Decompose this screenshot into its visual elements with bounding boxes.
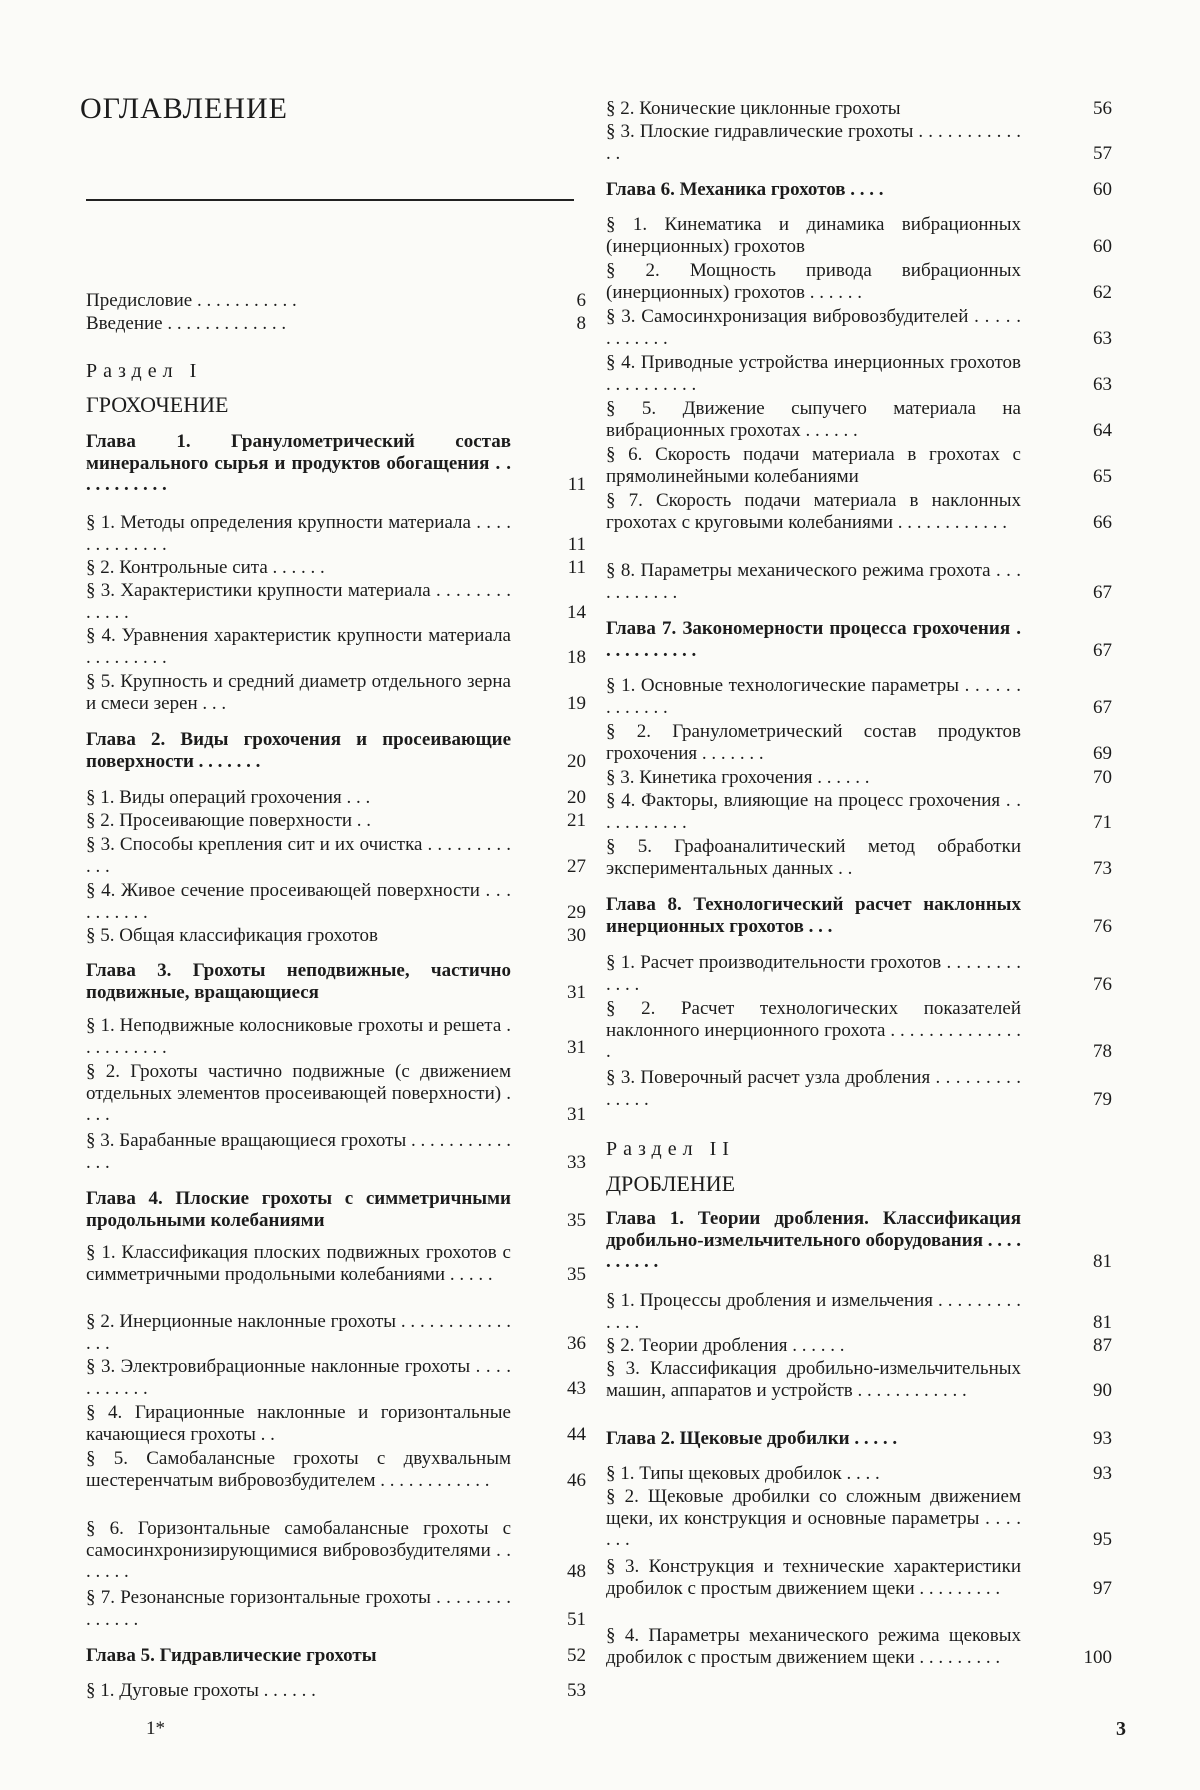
part-title: ГРОХОЧЕНИЕ: [86, 392, 229, 417]
toc-entry-text: § 3. Плоские гидравлические грохоты . . . . . . . . . . . . .: [606, 121, 1021, 164]
toc-page-number: 69: [1093, 742, 1112, 764]
toc-entry-text: § 2. Гранулометрический состав продуктов грохочения . . . . . . .: [606, 721, 1021, 764]
toc-page-number: 93: [1093, 1428, 1112, 1449]
toc-page-number: 67: [1093, 696, 1112, 718]
toc-entry: [86, 512, 586, 555]
toc-page-number: 62: [1093, 281, 1112, 303]
toc-page-number: 52: [567, 1645, 586, 1666]
toc-entry: [86, 787, 586, 809]
toc-page-number: 20: [567, 750, 586, 772]
title-rule: [86, 199, 574, 201]
toc-page-number: 97: [1093, 1577, 1112, 1599]
toc-entry-text: § 4. Приводные устройства инерционных грохотов . . . . . . . . . .: [606, 352, 1021, 395]
toc-page-number: 8: [576, 313, 586, 334]
toc-entry-text: § 3. Поверочный расчет узла дробления . . . . . . . . . . . . . .: [606, 1067, 1021, 1110]
toc-entry-text: § 2. Мощность привода вибрационных (инерционных) грохотов . . . . . .: [606, 260, 1021, 303]
toc-page-number: 56: [1093, 98, 1112, 119]
toc-entry: [606, 121, 1112, 164]
toc-entry-text: § 3. Способы крепления сит и их очистка . . . . . . . . . . . .: [86, 834, 511, 877]
toc-entry-text: Глава 1. Гранулометрический состав минерального сырья и продуктов обогащения . . . . . . . . . . .: [86, 431, 511, 495]
toc-entry: [86, 580, 586, 623]
toc-entry-text: § 4. Параметры механического режима щековых дробилок с простым движением щеки . . . . . . . . .: [606, 1625, 1021, 1668]
toc-entry-text: § 7. Скорость подачи материала в наклонных грохотах с круговыми колебаниями . . . . . . . . . . . .: [606, 490, 1021, 533]
toc-entry-text: § 1. Типы щековых дробилок . . . .: [606, 1463, 880, 1484]
toc-entry-text: § 3. Конструкция и технические характеристики дробилок с простым движением щеки . . . . . . . . .: [606, 1556, 1021, 1599]
toc-page-number: 53: [567, 1680, 586, 1701]
toc-chapter-entry: [606, 179, 1112, 201]
toc-page-number: 71: [1093, 811, 1112, 833]
toc-page-number: 51: [567, 1608, 586, 1630]
toc-page-number: 20: [567, 787, 586, 808]
toc-entry-text: § 1. Неподвижные колосниковые грохоты и решета . . . . . . . . . .: [86, 1015, 511, 1058]
toc-entry: [606, 1625, 1112, 1668]
toc-page-number: 14: [567, 601, 586, 623]
toc-page-number: 30: [567, 925, 586, 946]
toc-entry-text: § 1. Расчет производительности грохотов . . . . . . . . . . . .: [606, 952, 1021, 995]
part-title: ДРОБЛЕНИЕ: [606, 1171, 736, 1196]
toc-page-number: 81: [1093, 1251, 1112, 1272]
toc-page-number: 60: [1093, 235, 1112, 257]
toc-entry: [606, 1556, 1112, 1599]
toc-entry-text: § 4. Уравнения характеристик крупности материала . . . . . . . . .: [86, 625, 511, 668]
toc-page-number: 31: [567, 1036, 586, 1058]
toc-entry: [86, 1130, 586, 1173]
toc-entry-text: § 2. Просеивающие поверхности . .: [86, 810, 372, 831]
toc-entry: [86, 625, 586, 668]
toc-page-number: 67: [1093, 639, 1112, 661]
toc-entry-text: § 2. Конические циклонные грохоты: [606, 98, 901, 119]
toc-entry-text: § 1. Методы определения крупности материала . . . . . . . . . . . . .: [86, 512, 511, 555]
page-title: ОГЛАВЛЕНИЕ: [80, 92, 288, 125]
toc-page-number: 64: [1093, 419, 1112, 441]
toc-page-number: 93: [1093, 1463, 1112, 1484]
toc-entry: [86, 1242, 586, 1285]
toc-page-number: 21: [567, 810, 586, 831]
toc-entry: [86, 1061, 586, 1126]
toc-page-number: 76: [1093, 915, 1112, 937]
toc-entry-text: Глава 7. Закономерности процесса грохочения . . . . . . . . . . .: [606, 618, 1021, 661]
toc-entry: [606, 352, 1112, 395]
toc-page-number: 11: [567, 474, 586, 495]
toc-entry-text: § 2. Грохоты частично подвижные (с движением отдельных элементов просеивающей поверхности) . . . .: [86, 1061, 511, 1125]
toc-page-number: 11: [567, 557, 586, 578]
toc-page-number: 18: [567, 646, 586, 668]
toc-entry: [86, 313, 586, 335]
toc-entry: [606, 1335, 1112, 1357]
toc-entry-text: Глава 3. Грохоты неподвижные, частично подвижные, вращающиеся: [86, 960, 511, 1003]
toc-chapter-entry: [86, 729, 586, 772]
toc-entry: [86, 810, 586, 832]
toc-page-number: 43: [567, 1377, 586, 1399]
toc-page-number: 27: [567, 855, 586, 877]
toc-entry: [86, 671, 586, 714]
toc-entry-text: § 5. Общая классификация грохотов: [86, 925, 378, 946]
toc-entry: [606, 306, 1112, 349]
toc-page-number: 78: [1093, 1041, 1112, 1062]
toc-entry-text: § 3. Классификация дробильно-измельчительных машин, аппаратов и устройств . . . . . . . . . . . .: [606, 1358, 1021, 1401]
toc-entry-text: § 2. Теории дробления . . . . . .: [606, 1335, 845, 1356]
toc-entry-text: § 6. Скорость подачи материала в грохотах с прямолинейными колебаниями: [606, 444, 1021, 487]
toc-entry-text: § 1. Классификация плоских подвижных грохотов с симметричными продольными колебаниями . . . . .: [86, 1242, 511, 1285]
toc-entry-text: § 3. Барабанные вращающиеся грохоты . . . . . . . . . . . . . .: [86, 1130, 511, 1173]
toc-entry-text: Предисловие . . . . . . . . . . .: [86, 290, 297, 311]
toc-entry: [86, 1448, 586, 1491]
toc-entry: [606, 675, 1112, 718]
toc-page-number: 76: [1093, 973, 1112, 995]
toc-page-number: 19: [567, 692, 586, 714]
toc-entry: [606, 444, 1112, 487]
toc-page-number: 44: [567, 1423, 586, 1445]
toc-entry: [606, 1486, 1112, 1551]
toc-page-number: 60: [1093, 179, 1112, 200]
toc-page-number: 100: [1083, 1646, 1112, 1668]
toc-entry: [606, 952, 1112, 995]
toc-chapter-entry: [606, 618, 1112, 661]
toc-entry: [606, 998, 1112, 1063]
toc-entry: [606, 790, 1112, 833]
toc-page-number: 63: [1093, 373, 1112, 395]
toc-entry: [86, 1402, 586, 1445]
toc-entry: [606, 560, 1112, 603]
toc-entry: [86, 557, 586, 579]
toc-page-number: 31: [567, 981, 586, 1003]
toc-page-number: 95: [1093, 1529, 1112, 1550]
toc-entry: [86, 1518, 586, 1583]
signature-mark: 1*: [146, 1718, 165, 1739]
toc-entry-text: § 8. Параметры механического режима грохота . . . . . . . . . . .: [606, 560, 1021, 603]
toc-entry: [606, 214, 1112, 257]
toc-page-number: 63: [1093, 327, 1112, 349]
toc-page-number: 33: [567, 1151, 586, 1173]
section-label: Раздел II: [606, 1138, 735, 1160]
toc-entry-text: § 3. Электровибрационные наклонные грохоты . . . . . . . . . . .: [86, 1356, 511, 1399]
toc-entry-text: § 2. Контрольные сита . . . . . .: [86, 557, 325, 578]
toc-page-number: 36: [567, 1332, 586, 1354]
toc-entry: [606, 1290, 1112, 1333]
toc-entry-text: Глава 2. Щековые дробилки . . . . .: [606, 1428, 898, 1449]
toc-entry: [86, 1356, 586, 1399]
toc-page-number: 70: [1093, 767, 1112, 788]
toc-entry: [606, 1463, 1112, 1485]
toc-entry-text: Глава 1. Теории дробления. Классификация дробильно-измельчительного оборудования . . . . . . . . . .: [606, 1208, 1021, 1272]
toc-entry: [606, 398, 1112, 441]
toc-entry-text: Глава 5. Гидравлические грохоты: [86, 1645, 377, 1666]
toc-entry-text: § 3. Кинетика грохочения . . . . . .: [606, 767, 870, 788]
toc-entry: [86, 925, 586, 947]
toc-entry-text: § 7. Резонансные горизонтальные грохоты . . . . . . . . . . . . . .: [86, 1587, 511, 1630]
toc-page-number: 66: [1093, 511, 1112, 533]
toc-chapter-entry: [606, 1208, 1112, 1273]
toc-page-number: 65: [1093, 465, 1112, 487]
toc-entry-text: § 4. Гирационные наклонные и горизонтальные качающиеся грохоты . .: [86, 1402, 511, 1445]
toc-page-number: 11: [567, 533, 586, 555]
toc-entry-text: § 4. Факторы, влияющие на процесс грохочения . . . . . . . . . . .: [606, 790, 1021, 833]
toc-chapter-entry: [606, 894, 1112, 937]
toc-chapter-entry: [86, 1645, 586, 1667]
toc-page-number: 67: [1093, 581, 1112, 603]
toc-page-number: 79: [1093, 1088, 1112, 1110]
toc-page-number: 81: [1093, 1311, 1112, 1333]
toc-entry: [86, 290, 586, 312]
toc-entry: [606, 260, 1112, 303]
toc-entry: [86, 1015, 586, 1058]
toc-entry-text: § 3. Характеристики крупности материала . . . . . . . . . . . . .: [86, 580, 511, 623]
toc-entry: [606, 767, 1112, 789]
toc-chapter-entry: [86, 960, 586, 1003]
toc-entry: [606, 1067, 1112, 1110]
toc-page-number: 57: [1093, 142, 1112, 164]
toc-entry-text: § 6. Горизонтальные самобалансные грохоты с самосинхронизирующимися вибровозбудителями . . . . . . .: [86, 1518, 511, 1582]
toc-entry-text: § 4. Живое сечение просеивающей поверхности . . . . . . . . . .: [86, 880, 511, 923]
toc-page-number: 29: [567, 901, 586, 923]
toc-entry-text: Глава 4. Плоские грохоты с симметричными продольными колебаниями: [86, 1188, 511, 1231]
toc-entry-text: Введение . . . . . . . . . . . . .: [86, 313, 287, 334]
toc-entry: [86, 880, 586, 923]
toc-page-number: 46: [567, 1469, 586, 1491]
toc-page-number: 35: [567, 1209, 586, 1231]
toc-entry-text: § 1. Виды операций грохочения . . .: [86, 787, 371, 808]
toc-entry: [606, 836, 1112, 879]
toc-page-number: 73: [1093, 857, 1112, 879]
toc-entry-text: Глава 6. Механика грохотов . . . .: [606, 179, 884, 200]
toc-entry-text: § 1. Кинематика и динамика вибрационных (инерционных) грохотов: [606, 214, 1021, 257]
toc-entry-text: Глава 8. Технологический расчет наклонных инерционных грохотов . . .: [606, 894, 1021, 937]
toc-entry-text: § 5. Крупность и средний диаметр отдельного зерна и смеси зерен . . .: [86, 671, 511, 714]
toc-page-number: 87: [1093, 1335, 1112, 1356]
toc-entry-text: § 1. Дуговые грохоты . . . . . .: [86, 1680, 316, 1701]
toc-chapter-entry: [86, 431, 586, 496]
toc-entry: [86, 834, 586, 877]
toc-entry: [606, 98, 1112, 120]
toc-entry-text: § 5. Графоаналитический метод обработки экспериментальных данных . .: [606, 836, 1021, 879]
toc-entry: [86, 1587, 586, 1630]
toc-entry-text: § 3. Самосинхронизация вибровозбудителей . . . . . . . . . . . .: [606, 306, 1021, 349]
toc-entry: [606, 721, 1112, 764]
toc-page-number: 6: [576, 290, 586, 311]
toc-chapter-entry: [86, 1188, 586, 1231]
toc-entry-text: § 2. Инерционные наклонные грохоты . . . . . . . . . . . . . . .: [86, 1311, 511, 1354]
toc-page-number: 31: [567, 1104, 586, 1125]
toc-entry-text: § 1. Процессы дробления и измельчения . . . . . . . . . . . . .: [606, 1290, 1021, 1333]
toc-entry: [606, 490, 1112, 533]
page-number: 3: [1116, 1718, 1126, 1740]
toc-entry: [86, 1311, 586, 1354]
toc-entry-text: § 5. Самобалансные грохоты с двухвальным шестеренчатым вибровозбудителем . . . . . . . . . . . .: [86, 1448, 511, 1491]
toc-page-number: 35: [567, 1263, 586, 1285]
toc-entry-text: § 5. Движение сыпучего материала на вибрационных грохотах . . . . . .: [606, 398, 1021, 441]
toc-entry-text: § 1. Основные технологические параметры . . . . . . . . . . . . .: [606, 675, 1021, 718]
toc-page-number: 90: [1093, 1379, 1112, 1401]
section-label: Раздел I: [86, 360, 203, 382]
toc-page-number: 48: [567, 1561, 586, 1582]
toc-entry: [86, 1680, 586, 1702]
toc-entry-text: § 2. Щековые дробилки со сложным движением щеки, их конструкция и основные параметры . . . . . . .: [606, 1486, 1021, 1550]
toc-entry-text: § 2. Расчет технологических показателей наклонного инерционного грохота . . . . . . . . . . . . . . .: [606, 998, 1021, 1062]
toc-chapter-entry: [606, 1428, 1112, 1450]
toc-entry-text: Глава 2. Виды грохочения и просеивающие поверхности . . . . . . .: [86, 729, 511, 772]
toc-entry: [606, 1358, 1112, 1401]
